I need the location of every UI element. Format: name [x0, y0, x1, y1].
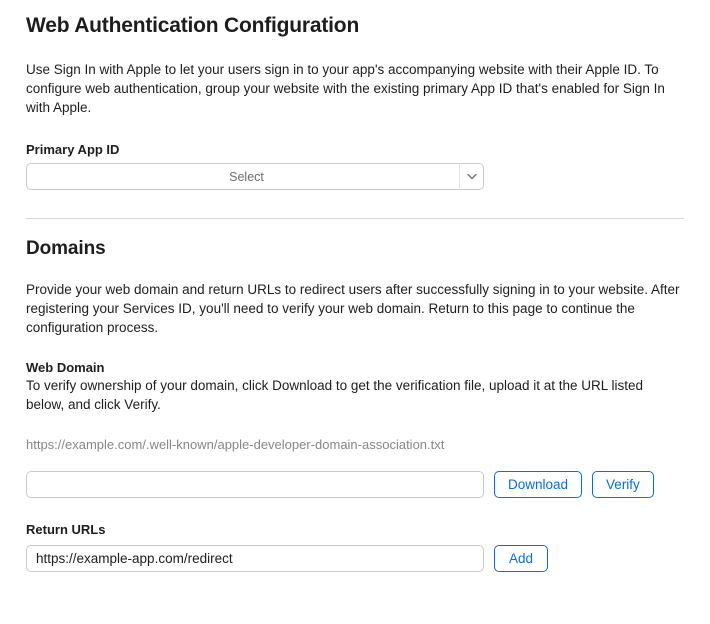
return-url-input[interactable]: [26, 545, 484, 572]
domains-section-title: Domains: [26, 238, 106, 259]
domains-section-description: Provide your web domain and return URLs to redirect users after successfully signing in to your website. After registering your Services ID, you'll need to verify your web domain. Return to this page to continue the configuration process.: [26, 282, 680, 335]
primary-app-id-select[interactable]: [26, 163, 484, 190]
return-urls-label: Return URLs: [26, 522, 106, 537]
verify-button[interactable]: Verify: [592, 471, 654, 498]
download-button[interactable]: Download: [494, 471, 582, 498]
web-domain-label: Web Domain: [26, 360, 105, 375]
return-urls-row: [26, 545, 684, 572]
primary-app-id-label: Primary App ID: [26, 142, 120, 157]
domain-verification-url: https://example.com/.well-known/apple-developer-domain-association.txt: [26, 437, 445, 452]
page-title: Web Authentication Configuration: [26, 14, 360, 37]
web-domain-input[interactable]: [26, 471, 484, 498]
page-intro-text: Use Sign In with Apple to let your users sign in to your app's accompanying website with their Apple ID. To configure web authentication, group your website with the existing primary App ID that's enabled for Sign In with Apple.: [26, 62, 665, 115]
add-return-url-button[interactable]: Add: [494, 545, 548, 572]
web-domain-description: To verify ownership of your domain, click Download to get the verification file, upload it at the URL listed below, and click Verify.: [26, 378, 644, 412]
section-divider: [26, 218, 684, 219]
web-domain-row: [26, 471, 684, 498]
primary-app-id-select-wrapper: [26, 163, 484, 190]
